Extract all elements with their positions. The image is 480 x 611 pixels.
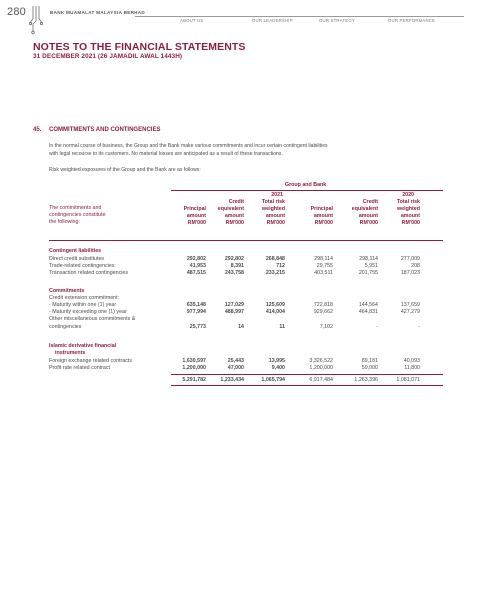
page-header (0, 0, 480, 34)
table-cell: - (376, 324, 378, 330)
top-navigation (0, 18, 480, 26)
nav-our-strategy[interactable]: OUR STRATEGY (319, 18, 355, 23)
section-paragraph (49, 143, 449, 158)
table-cell: 5,951 (364, 263, 378, 269)
table-cell: 127,029 (224, 302, 244, 308)
column-header-text: Principal (183, 206, 206, 212)
section-title: COMMITMENTS AND CONTINGENCIES (49, 127, 161, 133)
paragraph-line: In the normal course of business, the Group and the Bank make various commitments and incur certain contingent liabilities (49, 143, 328, 149)
table-cell: 3,326,522 (309, 358, 333, 364)
table-cell: 25,773 (189, 324, 206, 330)
row-label: Transaction related contingencies (49, 270, 129, 276)
column-header-text: weighted (397, 206, 420, 212)
year-header-2020: 2020 (402, 192, 414, 198)
column-header-text: amount (186, 213, 206, 219)
table-cell: 137,659 (400, 302, 420, 308)
table-cell: 1,200,000 (182, 365, 206, 371)
page-number: 280 (7, 6, 26, 18)
column-header-text: amount (400, 213, 420, 219)
column-header-text: amount (265, 213, 285, 219)
table-cell: 298,114 (359, 256, 378, 262)
table-cell: 125,609 (265, 302, 285, 308)
table-cell: 25,443 (227, 358, 244, 364)
row-label: Foreign exchange related contracts (49, 358, 133, 364)
table-cell: 1,630,597 (182, 358, 206, 364)
table-cell: 40,093 (403, 358, 420, 364)
row-label: Contingent liabilities (49, 248, 102, 254)
page-title: NOTES TO THE FINANCIAL STATEMENTS (33, 41, 246, 53)
header-bottom-rule (49, 240, 443, 241)
total-cell: 5,291,782 (182, 377, 206, 383)
nav-our-leadership[interactable]: OUR LEADERSHIP (252, 18, 293, 23)
table-cell: 268,848 (265, 256, 285, 262)
column-header-text: amount (358, 213, 378, 219)
column-header-text: RM'000 (314, 220, 333, 226)
table-cell: 11,800 (404, 365, 420, 371)
row-label: Other miscellaneous commitments & (49, 316, 136, 322)
table-cell: 929,662 (313, 309, 333, 315)
table-cell: 41,953 (189, 263, 206, 269)
bank-name: BANK MUAMALAT MALAYSIA BERHAD (50, 10, 146, 15)
table-cell: 977,994 (186, 309, 206, 315)
column-header-text: Total risk (396, 199, 420, 205)
row-label: instruments (55, 350, 86, 356)
commitments-table (49, 181, 443, 441)
total-cell: 1,233,434 (220, 377, 244, 383)
column-header-text: amount (224, 213, 244, 219)
table-cell: 187,023 (400, 270, 420, 276)
label-header-line-2: contingencies constitute (49, 212, 106, 218)
page-subtitle: 31 DECEMBER 2021 (26 JAMADIL AWAL 1443H) (33, 53, 183, 60)
table-cell: 414,004 (265, 309, 285, 315)
column-header-text: Credit (362, 199, 378, 205)
section-intro: Risk weighted exposures of the Group and the Bank are as follows: (49, 167, 201, 173)
table-cell: - (418, 324, 420, 330)
column-header-text: RM'000 (266, 220, 285, 226)
table-cell: 29,755 (316, 263, 333, 269)
total-top-rule (171, 374, 443, 375)
table-cell: 487,515 (186, 270, 206, 276)
table-cell: 47,000 (227, 365, 244, 371)
table-cell: 14 (238, 324, 244, 330)
row-label: contingencies (49, 324, 82, 330)
table-cell: 89,181 (361, 358, 378, 364)
column-header-text: amount (313, 213, 333, 219)
table-cell: 144,564 (358, 302, 378, 308)
column-header-text: RM'000 (225, 220, 244, 226)
row-label: - Maturity within one (1) year (49, 302, 117, 308)
row-label: - Maturity exceeding one (1) year (49, 309, 127, 315)
nav-our-performance[interactable]: OUR PERFORMANCE (388, 18, 436, 23)
table-cell: 9,400 (271, 365, 285, 371)
column-header-text: Total risk (261, 199, 285, 205)
year-header-2021: 2021 (271, 192, 283, 198)
table-cell: 243,758 (224, 270, 244, 276)
row-label: Profit rate related contract (49, 365, 110, 371)
table-cell: 11 (279, 324, 285, 330)
table-cell: 233,215 (265, 270, 285, 276)
table-cell: 298,114 (314, 256, 333, 262)
row-label: Direct credit substitutes (49, 256, 105, 262)
row-label: Trade-related contingencies (49, 263, 115, 269)
column-header-text: weighted (262, 206, 285, 212)
table-cell: 8,391 (230, 263, 244, 269)
table-cell: 635,148 (186, 302, 206, 308)
column-header-text: equivalent (217, 206, 244, 212)
table-cell: 201,755 (358, 270, 378, 276)
total-bottom-rule (171, 385, 443, 386)
header-divider (135, 16, 464, 17)
table-cell: 1,200,000 (309, 365, 333, 371)
table-cell: 712 (276, 263, 285, 269)
column-header-text: Credit (228, 199, 244, 205)
column-header-text: RM'000 (359, 220, 378, 226)
label-header-line-1: The commitments and (49, 205, 102, 211)
group-header-rule (171, 190, 443, 191)
table-cell: 403,511 (314, 270, 333, 276)
label-header-line-3: the following: (49, 219, 80, 225)
table-cell: 464,831 (358, 309, 378, 315)
nav-about-us[interactable]: ABOUT US (180, 18, 204, 23)
row-label: Credit extension commitment: (49, 295, 120, 301)
total-cell: 6,917,484 (309, 377, 333, 383)
section-heading (33, 127, 160, 133)
total-cell: 1,065,794 (261, 377, 285, 383)
row-label: Islamic derivative financial (49, 343, 117, 349)
table-cell: 488,997 (224, 309, 244, 315)
table-cell: 59,000 (361, 365, 378, 371)
table-cell: 292,802 (224, 256, 244, 262)
table-cell: 7,102 (319, 324, 333, 330)
table-cell: 277,009 (400, 256, 420, 262)
column-header-text: RM'000 (187, 220, 206, 226)
table-cell: 208 (411, 263, 420, 269)
column-header-text: RM'000 (401, 220, 420, 226)
row-label: Commitments (49, 288, 85, 294)
column-header-text: Principal (310, 206, 333, 212)
total-cell: 1,263,396 (354, 377, 378, 383)
total-cell: 1,081,071 (396, 377, 420, 383)
column-header-text: equivalent (351, 206, 378, 212)
paragraph-line: with legal recourse to its customers. No material losses are anticipated as a result of these transactions. (49, 150, 283, 157)
table-cell: 427,279 (400, 309, 420, 315)
table-cell: 292,802 (186, 256, 206, 262)
section-number: 45. (33, 127, 42, 133)
table-cell: 722,818 (313, 302, 333, 308)
table-cell: 13,995 (268, 358, 285, 364)
group-header: Group and Bank (285, 182, 327, 188)
